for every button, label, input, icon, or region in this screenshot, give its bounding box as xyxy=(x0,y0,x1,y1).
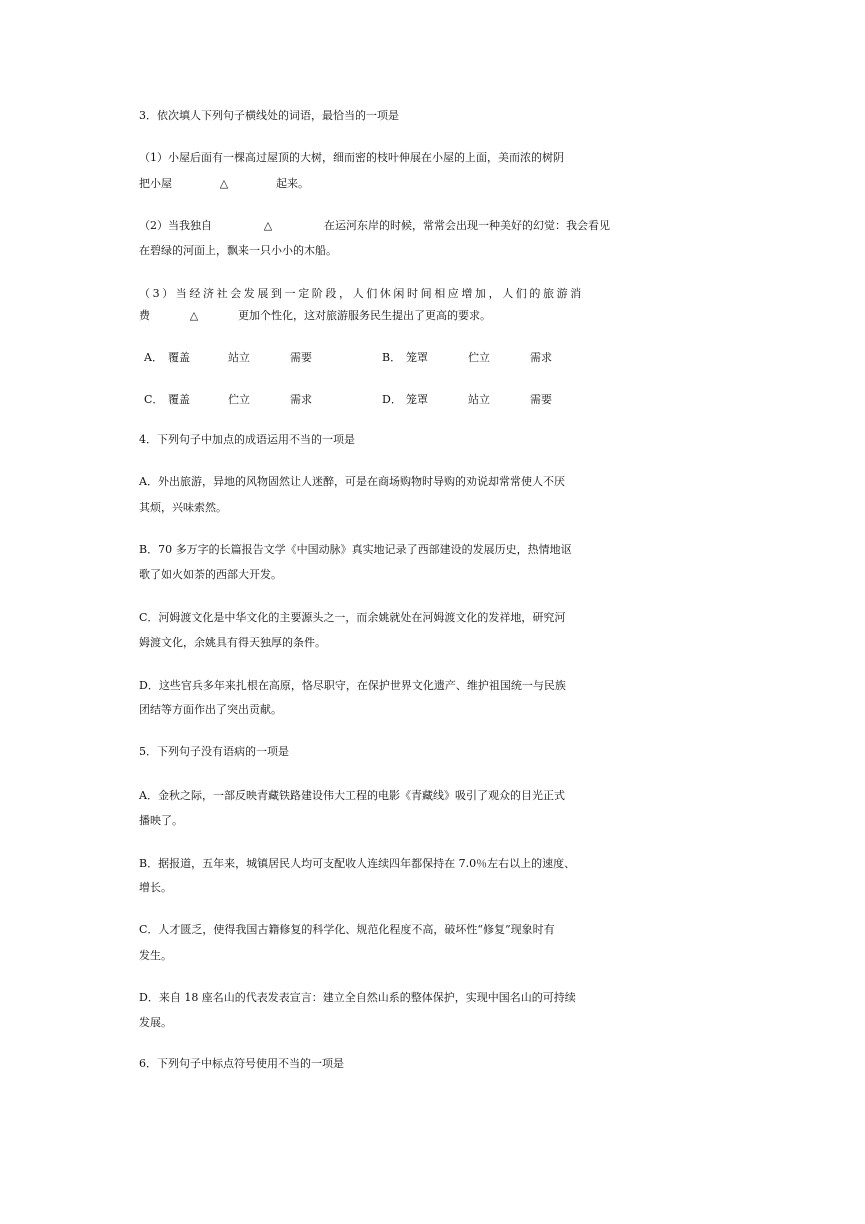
q3-sentence3-pre: 费 xyxy=(139,309,150,322)
q4-option-a-line1: A．外出旅游，异地的风物固然让人迷醉，可是在商场购物时导购的劝说却常常使人不厌 xyxy=(139,475,565,488)
option-b-word1: 笼罩 xyxy=(406,351,428,364)
blank-mark: △ xyxy=(189,309,199,322)
q4-option-c-line2: 姆渡文化，余姚具有得天独厚的条件。 xyxy=(139,636,326,649)
option-b-word3: 需求 xyxy=(530,351,552,364)
option-c-label: C． xyxy=(144,393,164,406)
option-b-word2: 伫立 xyxy=(468,351,490,364)
q3-options-row2 xyxy=(144,390,744,410)
q3-sentence2-line2: 在碧绿的河面上，飘来一只小小的木船。 xyxy=(139,244,337,257)
q3-sentence2-pre: （2）当我独自 xyxy=(139,219,212,232)
option-d-word1: 笼罩 xyxy=(406,393,428,406)
q3-sentence1-line2 xyxy=(139,174,739,194)
q3-sentence1-line1: （1）小屋后面有一棵高过屋顶的大树，细而密的枝叶伸展在小屋的上面，美而浓的树阴 xyxy=(139,151,564,164)
q4-option-c-line1: C．河姆渡文化是中华文化的主要源头之一，而余姚就处在河姆渡文化的发祥地，研究河 xyxy=(139,611,566,624)
option-a-word1: 覆盖 xyxy=(168,351,190,364)
q5-option-a-line2: 播映了。 xyxy=(139,814,183,827)
option-d-label: D． xyxy=(382,393,402,406)
q3-sentence3-post: 更加个性化，这对旅游服务民生提出了更高的要求。 xyxy=(238,309,491,322)
option-d-word3: 需要 xyxy=(530,393,552,406)
q3-sentence3-line2 xyxy=(139,306,739,326)
q3-sentence1-post: 起来。 xyxy=(276,177,309,190)
q4-option-b-line2: 歌了如火如荼的西部大开发。 xyxy=(139,568,282,581)
option-c-word1: 覆盖 xyxy=(168,393,190,406)
q3-sentence3-line1: （3）当经济社会发展到一定阶段，人们休闲时间相应增加，人们的旅游消 xyxy=(139,287,584,300)
blank-mark: △ xyxy=(263,219,273,232)
option-d-word2: 站立 xyxy=(468,393,490,406)
q3-sentence2-post: 在运河东岸的时候，常常会出现一种美好的幻觉：我会看见 xyxy=(324,219,610,232)
q3-options-row1 xyxy=(144,348,744,368)
q4-title: 4．下列句子中加点的成语运用不当的一项是 xyxy=(139,433,355,446)
q3-sentence1-pre: 把小屋 xyxy=(139,177,172,190)
q6-title: 6．下列句子中标点符号使用不当的一项是 xyxy=(139,1057,344,1070)
option-a-label: A． xyxy=(144,351,163,364)
option-c-word2: 伫立 xyxy=(228,393,250,406)
q5-option-c-line1: C．人才匮乏，使得我国古籍修复的科学化、规范化程度不高，破坏性“修复”现象时有 xyxy=(139,923,555,936)
q4-option-d-line2: 团结等方面作出了突出贡献。 xyxy=(139,703,282,716)
q5-option-d-line1: D．来自 18 座名山的代表发表宣言：建立全自然山系的整体保护，实现中国名山的可持续 xyxy=(139,991,576,1004)
option-a-word3: 需要 xyxy=(290,351,312,364)
option-b-label: B． xyxy=(382,351,402,364)
q4-option-a-line2: 其烦，兴味索然。 xyxy=(139,501,227,514)
q5-option-b-line1: B．据报道，五年来，城镇居民人均可支配收人连续四年都保持在 7.0％左右以上的速度、 xyxy=(139,857,576,870)
q5-option-b-line2: 增长。 xyxy=(139,881,172,894)
option-c-word3: 需求 xyxy=(290,393,312,406)
q4-option-b-line1: B．70 多万字的长篇报告文学《中国动脉》真实地记录了西部建设的发展历史，热情地讴 xyxy=(139,543,572,556)
blank-mark: △ xyxy=(219,177,229,190)
q5-option-c-line2: 发生。 xyxy=(139,949,172,962)
q3-title: 3．依次填人下列句子横线处的词语，最恰当的一项是 xyxy=(139,109,399,122)
q5-option-d-line2: 发展。 xyxy=(139,1016,172,1029)
option-a-word2: 站立 xyxy=(228,351,250,364)
q5-title: 5．下列句子没有语病的一项是 xyxy=(139,745,289,758)
q4-option-d-line1: D．这些官兵多年来扎根在高原，恪尽职守，在保护世界文化遗产、维护祖国统一与民族 xyxy=(139,679,566,692)
q5-option-a-line1: A．金秋之际，一部反映青藏铁路建设伟大工程的电影《青藏线》吸引了观众的目光正式 xyxy=(139,789,565,802)
q3-sentence2-line1 xyxy=(139,216,739,236)
